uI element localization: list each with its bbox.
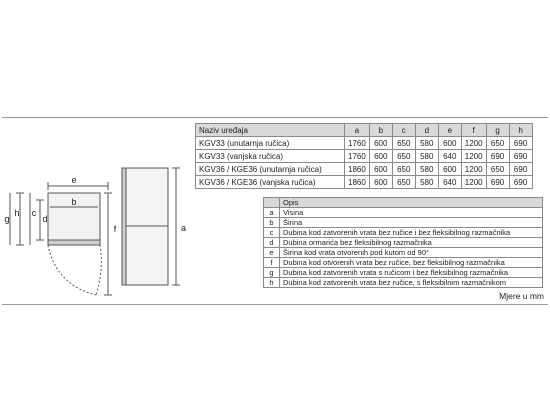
value-cell: 580 xyxy=(415,150,438,163)
top-view xyxy=(10,182,112,295)
label-f: f xyxy=(113,224,117,234)
label-h: h xyxy=(14,208,20,218)
header-cell: h xyxy=(509,124,532,137)
legend-row xyxy=(264,278,543,288)
header-cell: a xyxy=(345,124,370,137)
legend-row xyxy=(264,218,543,228)
value-cell: 650 xyxy=(486,163,509,176)
legend-table xyxy=(263,197,543,288)
value-cell: 600 xyxy=(369,137,392,150)
side-view xyxy=(122,168,180,285)
model-name-cell: KGV33 (unutarnja ručica) xyxy=(196,137,345,150)
value-cell: 1760 xyxy=(345,150,370,163)
legend-header: Opis xyxy=(280,198,543,208)
header-cell: b xyxy=(369,124,392,137)
model-name-cell: KGV36 / KGE36 (unutarnja ručica) xyxy=(196,163,345,176)
unit-note: Mjere u mm xyxy=(499,291,544,301)
value-cell: 640 xyxy=(438,176,461,189)
legend-row xyxy=(264,268,543,278)
table-row xyxy=(196,163,533,176)
legend-key: h xyxy=(264,278,280,288)
label-g: g xyxy=(4,214,10,224)
header-cell: Naziv uređaja xyxy=(196,124,345,137)
value-cell: 600 xyxy=(369,163,392,176)
value-cell: 1860 xyxy=(345,176,370,189)
label-a: a xyxy=(181,223,187,233)
legend-key: c xyxy=(264,228,280,238)
header-cell: e xyxy=(438,124,461,137)
value-cell: 640 xyxy=(438,150,461,163)
legend-text: Dubina kod zatvorenih vrata s ručicom i bez fleksibilnog razmačnika xyxy=(280,268,543,278)
value-cell: 1860 xyxy=(345,163,370,176)
value-cell: 690 xyxy=(509,176,532,189)
legend-row xyxy=(264,248,543,258)
label-b: b xyxy=(71,197,77,207)
legend-row xyxy=(264,258,543,268)
value-cell: 650 xyxy=(486,137,509,150)
value-cell: 600 xyxy=(438,137,461,150)
header-cell: c xyxy=(392,124,415,137)
legend-key: d xyxy=(264,238,280,248)
legend-key: e xyxy=(264,248,280,258)
model-name-cell: KGV33 (vanjska ručica) xyxy=(196,150,345,163)
legend-text: Visina xyxy=(280,208,543,218)
value-cell: 650 xyxy=(392,163,415,176)
value-cell: 690 xyxy=(509,137,532,150)
value-cell: 650 xyxy=(392,137,415,150)
legend-key: a xyxy=(264,208,280,218)
value-cell: 1200 xyxy=(461,176,486,189)
label-c: c xyxy=(31,208,37,218)
legend-text: Dubina kod zatvorenih vrata bez ručice, s fleksibilnim razmačnikom xyxy=(280,278,543,288)
value-cell: 580 xyxy=(415,176,438,189)
value-cell: 600 xyxy=(438,163,461,176)
table-row xyxy=(196,176,533,189)
legend-text: Dubina kod zatvorenih vrata bez ručice i bez fleksibilnog razmačnika xyxy=(280,228,543,238)
legend-header-row xyxy=(264,198,543,208)
value-cell: 690 xyxy=(509,163,532,176)
legend-key: g xyxy=(264,268,280,278)
label-d: d xyxy=(42,214,48,224)
value-cell: 1200 xyxy=(461,137,486,150)
value-cell: 650 xyxy=(392,176,415,189)
value-cell: 1760 xyxy=(345,137,370,150)
dimensions-table xyxy=(195,123,533,189)
header-cell: f xyxy=(461,124,486,137)
header-cell: g xyxy=(486,124,509,137)
value-cell: 690 xyxy=(486,176,509,189)
table-header-row xyxy=(196,124,533,137)
value-cell: 600 xyxy=(369,176,392,189)
legend-text: Širina kod vrata otvorenih pod kutom od 90° xyxy=(280,248,543,258)
header-cell: d xyxy=(415,124,438,137)
value-cell: 690 xyxy=(509,150,532,163)
value-cell: 1200 xyxy=(461,163,486,176)
legend-key: f xyxy=(264,258,280,268)
table-row xyxy=(196,150,533,163)
legend-header-key xyxy=(264,198,280,208)
value-cell: 1200 xyxy=(461,150,486,163)
label-e: e xyxy=(71,175,77,185)
legend-text: Širina xyxy=(280,218,543,228)
table-row xyxy=(196,137,533,150)
legend-text: Dubina kod otvorenih vrata bez ručice, bez fleksibilnog razmačnika xyxy=(280,258,543,268)
value-cell: 690 xyxy=(486,150,509,163)
legend-text: Dubina ormarića bez fleksibilnog razmačnika xyxy=(280,238,543,248)
value-cell: 600 xyxy=(369,150,392,163)
legend-row xyxy=(264,208,543,218)
legend-key: b xyxy=(264,218,280,228)
legend-row xyxy=(264,238,543,248)
value-cell: 580 xyxy=(415,137,438,150)
legend-row xyxy=(264,228,543,238)
value-cell: 580 xyxy=(415,163,438,176)
value-cell: 650 xyxy=(392,150,415,163)
model-name-cell: KGV36 / KGE36 (vanjska ručica) xyxy=(196,176,345,189)
